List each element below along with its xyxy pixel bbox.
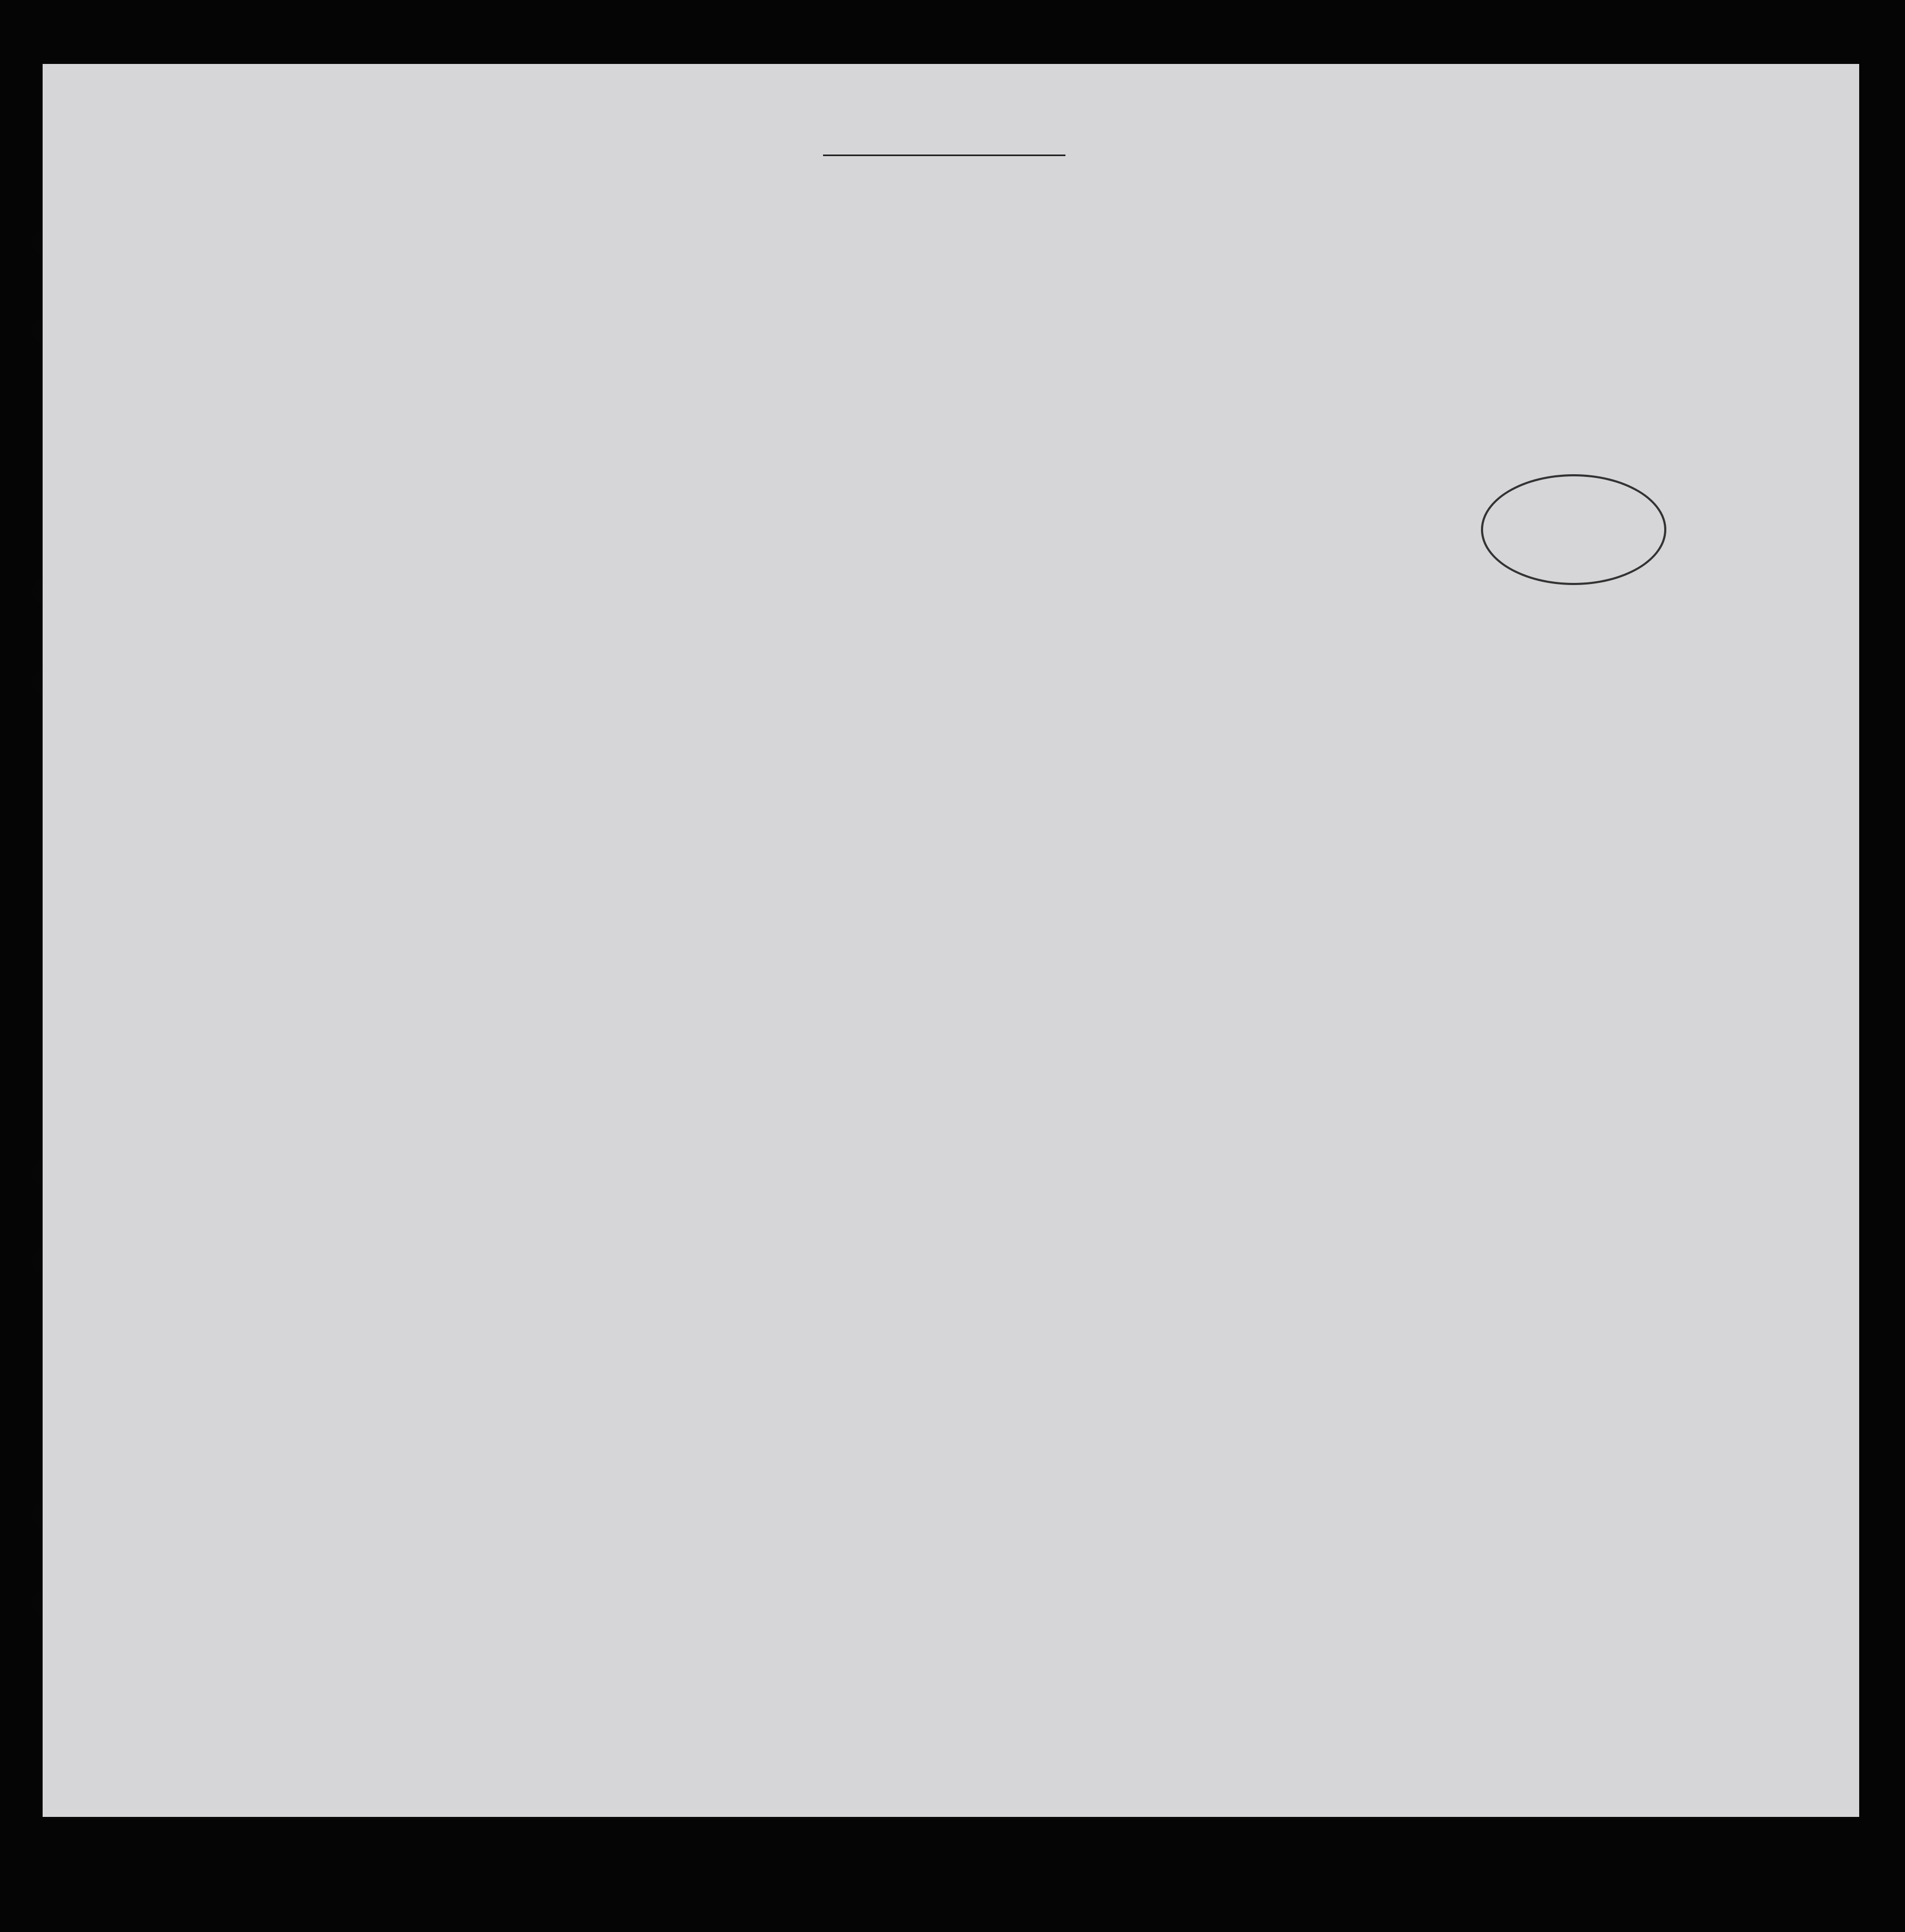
form-grid-lines [43, 64, 1859, 1817]
manifest-page [43, 64, 1859, 1817]
immigration-stamp [1481, 474, 1666, 585]
title-underline [823, 155, 1065, 156]
